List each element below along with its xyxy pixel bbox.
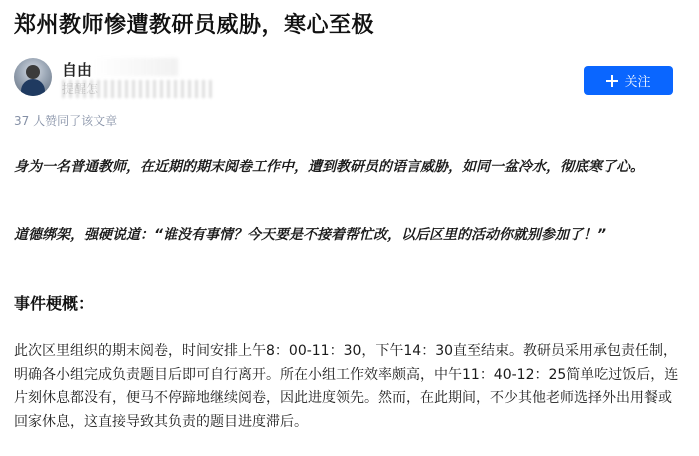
article-paragraph-summary: 此次区里组织的期末阅卷，时间安排上午8：00-11：30，下午14：30直至结束。教研员采用承包责任制，明确各小组完成负责题目后即可自行离开。所在小组工作效率颇高，中午11：40-12：25简单吃过饭后，连片刻休息都没有，便马不停蹄地继续阅卷，因此进度领先。然而，在此期间，不少其他老师选择外出用餐或回家休息，这直接导致其负责的题目进度滞后。 <box>14 343 679 430</box>
author-avatar[interactable] <box>14 58 52 96</box>
follow-button-label: 关注 <box>624 75 651 90</box>
article-title: 郑州教师惨遭教研员威胁，寒心至极 <box>14 13 375 38</box>
author-name[interactable]: 自由 <box>62 61 93 79</box>
author-name-redaction <box>92 58 178 76</box>
section-heading-summary: 事件梗概： <box>14 294 95 313</box>
avatar-body-shape <box>21 79 45 96</box>
upvote-count[interactable]: 37 人赞同了该文章 <box>14 114 118 128</box>
article-paragraph-quote: 道德绑架，强硬说道：“谁没有事情？今天要是不接着帮忙改，以后区里的活动你就别参加了！” <box>14 227 607 243</box>
plus-icon <box>606 75 618 87</box>
follow-button[interactable] <box>584 66 673 95</box>
article-paragraph-intro: 身为一名普通教师，在近期的期末阅卷工作中，遭到教研员的语言威胁，如同一盆冷水，彻底寒了心。 <box>14 159 644 175</box>
author-bio-redaction <box>62 80 212 98</box>
avatar-head-shape <box>26 65 40 79</box>
